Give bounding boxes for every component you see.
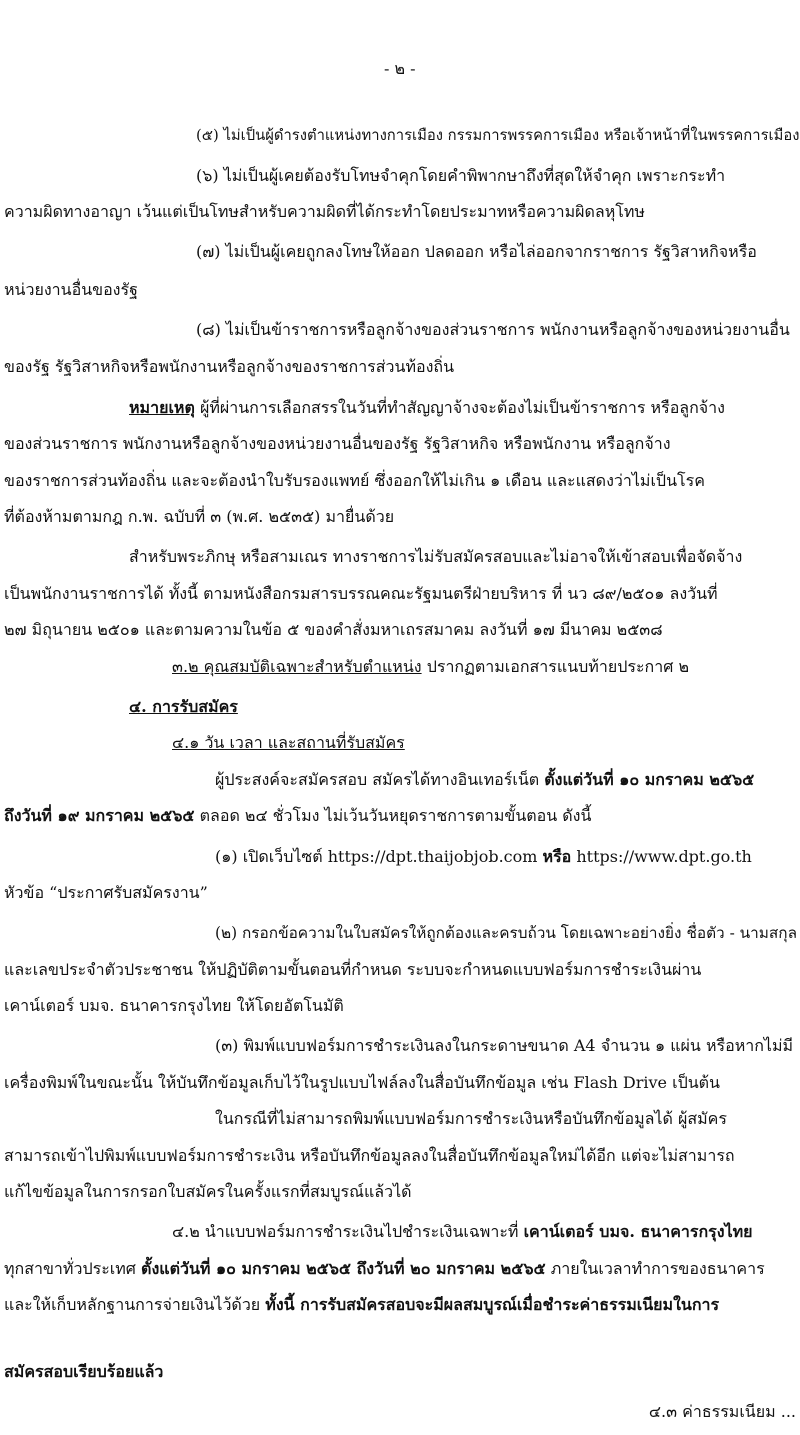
step-2: (๒) กรอกข้อความในใบสมัครให้ถูกต้องและครบถ้วน โดยเฉพาะอย่างยิ่ง ชื่อตัว - นามสกุล <box>215 924 797 942</box>
text-line: ที่ต้องห้ามตามกฎ ก.พ. ฉบับที่ ๓ (พ.ศ. ๒๕๓๕) มายื่นด้วย <box>4 507 395 526</box>
website-link-1[interactable]: (๑) เปิดเว็บไซต์ https://dpt.thaijobjob.com <box>215 847 538 866</box>
section-4-1-heading: ๔.๑ วัน เวลา และสถานที่รับสมัคร <box>172 733 405 752</box>
text-line: ถึงวันที่ ๑๙ มกราคม ๒๕๖๕ ตลอด ๒๔ ชั่วโมง ไม่เว้นวันหยุดราชการตามขั้นตอน ดังนี้ <box>4 806 592 825</box>
qualification-item-8: (๘) ไม่เป็นข้าราชการหรือลูกจ้างของส่วนราชการ พนักงานหรือลูกจ้างของหน่วยงานอื่น <box>196 320 790 339</box>
step-3: (๓) พิมพ์แบบฟอร์มการชำระเงินลงในกระดาษขนาด A4 จำนวน ๑ แผ่น หรือหากไม่มี <box>215 1036 794 1055</box>
text-line: เป็นพนักงานราชการได้ ทั้งนี้ ตามหนังสือกรมสารบรรณคณะรัฐมนตรีฝ่ายบริหาร ที่ นว ๘๙/๒๕๐๑ ลงวันที่ <box>4 584 718 603</box>
section-3-2-heading: ๓.๒ คุณสมบัติเฉพาะสำหรับตำแหน่ง <box>172 657 422 676</box>
text-line: เครื่องพิมพ์ในขณะนั้น ให้บันทึกข้อมูลเก็บไว้ในรูปแบบไฟล์ลงในสื่อบันทึกข้อมูล เช่น Flash Drive เป็นต้น <box>4 1073 720 1092</box>
website-link-2[interactable]: https://www.dpt.go.th <box>576 847 752 866</box>
qualification-item-5: (๕) ไม่เป็นผู้ดำรงตำแหน่งทางการเมือง กรรมการพรรคการเมือง หรือเจ้าหน้าที่ในพรรคการเมือง <box>196 127 800 144</box>
note-line <box>129 393 797 423</box>
text-line: หัวข้อ “ประกาศรับสมัครงาน” <box>4 883 208 902</box>
text-line: แก้ไขข้อมูลในการกรอกใบสมัครในครั้งแรกที่สมบูรณ์แล้วได้ <box>4 1182 412 1201</box>
text-line: และให้เก็บหลักฐานการจ่ายเงินไว้ด้วย ทั้งนี้ การรับสมัครสอบจะมีผลสมบูรณ์เมื่อชำระค่าธรรมเนียมในการ <box>4 1295 720 1314</box>
text-line: สมัครสอบเรียบร้อยแล้ว <box>4 1362 164 1381</box>
note-label: หมายเหตุ <box>129 398 195 417</box>
payment-period: ตั้งแต่วันที่ ๑๐ มกราคม ๒๕๖๕ ถึงวันที่ ๒๐ มกราคม ๒๕๖๕ <box>141 1259 546 1278</box>
text-line: สำหรับพระภิกษุ หรือสามเณร ทางราชการไม่รับสมัครสอบและไม่อาจให้เข้าสอบเพื่อจัดจ้าง <box>129 547 743 566</box>
step-1: (๑) เปิดเว็บไซต์ https://dpt.thaijobjob.com หรือ https://www.dpt.go.th <box>215 847 752 866</box>
text-line: ผู้ประสงค์จะสมัครสอบ สมัครได้ทางอินเทอร์เน็ต ตั้งแต่วันที่ ๑๐ มกราคม ๒๕๖๕ <box>215 770 755 789</box>
section-3-2-text: ปรากฏตามเอกสารแนบท้ายประกาศ ๒ <box>426 657 689 676</box>
section-4-2: ๔.๒ นำแบบฟอร์มการชำระเงินไปชำระเงินเฉพาะที่ เคาน์เตอร์ บมจ. ธนาคารกรุงไทย <box>172 1222 753 1241</box>
page-number: - ๒ - <box>384 59 416 78</box>
section-4-heading: ๔. การรับสมัคร <box>129 697 238 716</box>
text-line: ๒๗ มิถุนายน ๒๕๐๑ และตามความในข้อ ๕ ของคำสั่งมหาเถรสมาคม ลงวันที่ ๑๗ มีนาคม ๒๕๓๘ <box>4 620 663 639</box>
application-start-date: ตั้งแต่วันที่ ๑๐ มกราคม ๒๕๖๕ <box>544 770 755 789</box>
text-line: เคาน์เตอร์ บมจ. ธนาคารกรุงไทย ให้โดยอัตโนมัติ <box>4 996 344 1015</box>
text-line: ของส่วนราชการ พนักงานหรือลูกจ้างของหน่วยงานอื่นของรัฐ รัฐวิสาหกิจ หรือพนักงาน หรือลูกจ้าง <box>4 434 671 453</box>
section-3-2 <box>172 652 792 682</box>
qualification-item-7: (๗) ไม่เป็นผู้เคยถูกลงโทษให้ออก ปลดออก หรือไล่ออกจากราชการ รัฐวิสาหกิจหรือ <box>196 242 757 261</box>
text-line: สามารถเข้าไปพิมพ์แบบฟอร์มการชำระเงิน หรือบันทึกข้อมูลลงในสื่อบันทึกข้อมูลใหม่ได้อีก แต่จะไม่สามารถ <box>4 1146 735 1165</box>
note-text: ผู้ที่ผ่านการเลือกสรรในวันที่ทำสัญญาจ้างจะต้องไม่เป็นข้าราชการ หรือลูกจ้าง <box>199 398 725 417</box>
text-line: ในกรณีที่ไม่สามารถพิมพ์แบบฟอร์มการชำระเงินหรือบันทึกข้อมูลได้ ผู้สมัคร <box>215 1109 727 1128</box>
text-line: และเลขประจำตัวประชาชน ให้ปฏิบัติตามขั้นตอนที่กำหนด ระบบจะกำหนดแบบฟอร์มการชำระเงินผ่าน <box>4 960 702 979</box>
text-line: ทุกสาขาทั่วประเทศ ตั้งแต่วันที่ ๑๐ มกราคม ๒๕๖๕ ถึงวันที่ ๒๐ มกราคม ๒๕๖๕ ภายในเวลาทำการของธนาคาร <box>4 1259 765 1278</box>
text-line: ของรัฐ รัฐวิสาหกิจหรือพนักงานหรือลูกจ้างของราชการส่วนท้องถิ่น <box>4 357 455 376</box>
qualification-item-6: (๖) ไม่เป็นผู้เคยต้องรับโทษจำคุกโดยคำพิพากษาถึงที่สุดให้จำคุก เพราะกระทำ <box>196 166 726 185</box>
text-line: ของราชการส่วนท้องถิ่น และจะต้องนำใบรับรองแพทย์ ซึ่งออกให้ไม่เกิน ๑ เดือน และแสดงว่าไม่เป็นโรค <box>4 471 705 490</box>
text-line: หน่วยงานอื่นของรัฐ <box>4 280 138 299</box>
continuation: ๔.๓ ค่าธรรมเนียม ... <box>648 1402 796 1421</box>
application-end-date: ถึงวันที่ ๑๙ มกราคม ๒๕๖๕ <box>4 806 195 825</box>
text-line: ความผิดทางอาญา เว้นแต่เป็นโทษสำหรับความผิดที่ได้กระทำโดยประมาทหรือความผิดลหุโทษ <box>4 202 645 221</box>
